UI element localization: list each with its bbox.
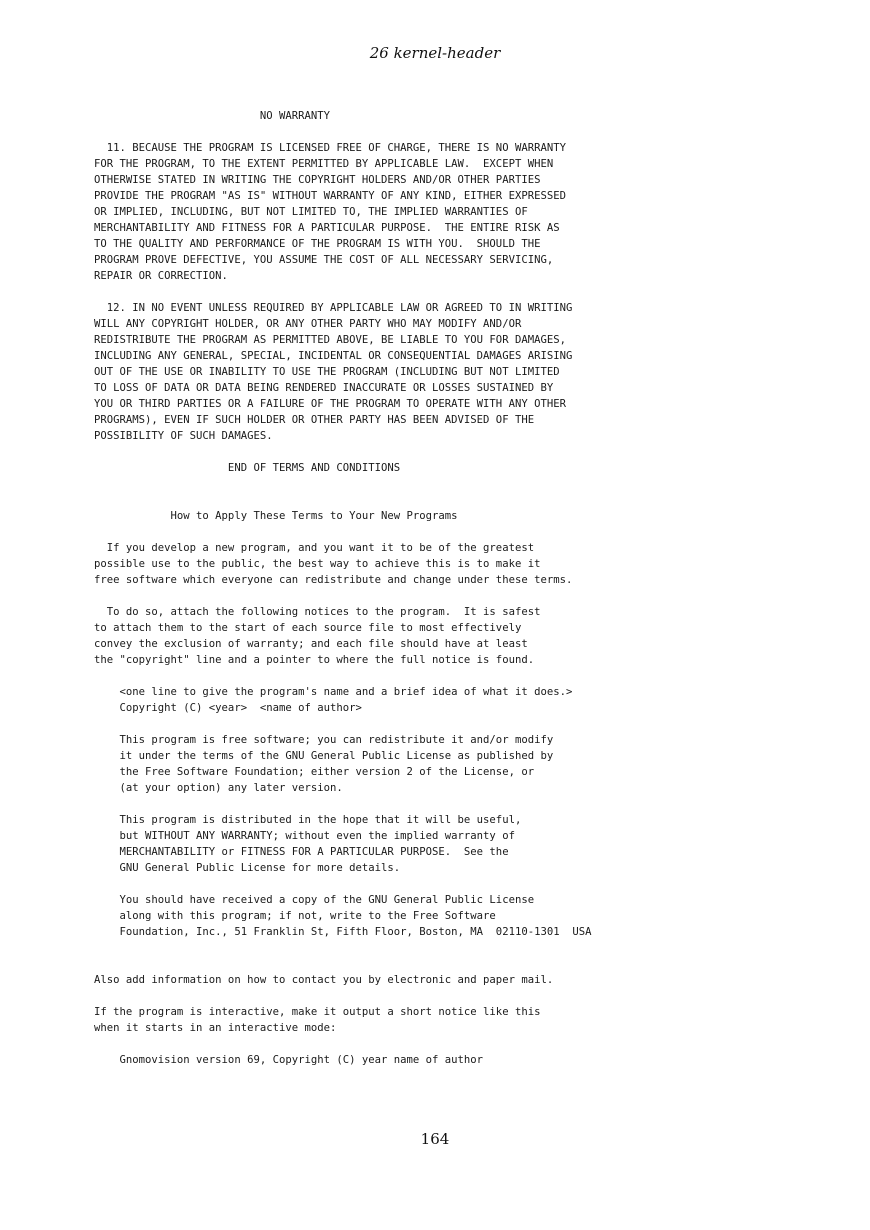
page-number: 164	[420, 1130, 450, 1148]
license-text-block: NO WARRANTY 11. BECAUSE THE PROGRAM IS LICENSED FREE OF CHARGE, THERE IS NO WARRANTY FOR THE PROGRAM, TO THE EXTENT PERMITTED BY APPLICABLE LAW. EXCEPT WHEN OTHERWISE STATED IN WRITING THE COPYRIGHT HOLDERS AND/OR OTHER PARTIES PROVIDE THE PROGRAM "AS IS" WITHOUT WARRANTY OF ANY KIND, EITHER EXPRESSED OR IMPLIED, INCLUDING, BUT NOT LIMITED TO, THE IMPLIED WARRANTIES OF MERCHANTABILITY AND FITNESS FOR A PARTICULAR PURPOSE. THE ENTIRE RISK AS TO THE QUALITY AND PERFORMANCE OF THE PROGRAM IS WITH YOU. SHOULD THE PROGRAM PROVE DEFECTIVE, YOU ASSUME THE COST OF ALL NECESSARY SERVICING, REPAIR OR CORRECTION. 12. IN NO EVENT UNLESS REQUIRED BY APPLICABLE LAW OR AGREED TO IN WRITING WILL ANY COPYRIGHT HOLDER, OR ANY OTHER PARTY WHO MAY MODIFY AND/OR REDISTRIBUTE THE PROGRAM AS PERMITTED ABOVE, BE LIABLE TO YOU FOR DAMAGES, INCLUDING ANY GENERAL, SPECIAL, INCIDENTAL OR CONSEQUENTIAL DAMAGES ARISING OUT OF THE USE OR INABILITY TO USE THE PROGRAM (INCLUDING BUT NOT LIMITED TO LOSS OF DATA OR DATA BEING RENDERED INACCURATE OR LOSSES SUSTAINED BY YOU OR THIRD PARTIES OR A FAILURE OF THE PROGRAM TO OPERATE WITH ANY OTHER PROGRAMS), EVEN IF SUCH HOLDER OR OTHER PARTY HAS BEEN ADVISED OF THE POSSIBILITY OF SUCH DAMAGES. END OF TERMS AND CONDITIONS How to Apply These Terms to Your New Programs If you develop a new program, and you want it to be of the greatest possible use to the public, the best way to achieve this is to make it free software which everyone can redistribute and change under these terms. To do so, attach the following notices to the program. It is safest to attach them to the start of each source file to most effectively convey the exclusion of warranty; and each file should have at least the "copyright" line and a pointer to where the full notice is found. <one line to give the program's name and a brief idea of what it does.> Copyright (C) <year> <name of author> This program is free software; you can redistribute it and/or modify it under the terms of the GNU General Public License as published by the Free Software Foundation; either version 2 of the License, or (at your option) any later version. This program is distributed in the hope that it will be useful, but WITHOUT ANY WARRANTY; without even the implied warranty of MERCHANTABILITY or FITNESS FOR A PARTICULAR PURPOSE. See the GNU General Public License for more details. You should have received a copy of the GNU General Public License along with this program; if not, write to the Free Software Foundation, Inc., 51 Franklin St, Fifth Floor, Boston, MA 02110-1301 USA Also add information on how to contact you by electronic and paper mail. If the program is interactive, make it output a short notice like this when it starts in an interactive mode: Gnomovision version 69, Copyright (C) year name of author	[94, 110, 592, 1066]
running-header-title: 26 kernel-header	[369, 44, 501, 62]
